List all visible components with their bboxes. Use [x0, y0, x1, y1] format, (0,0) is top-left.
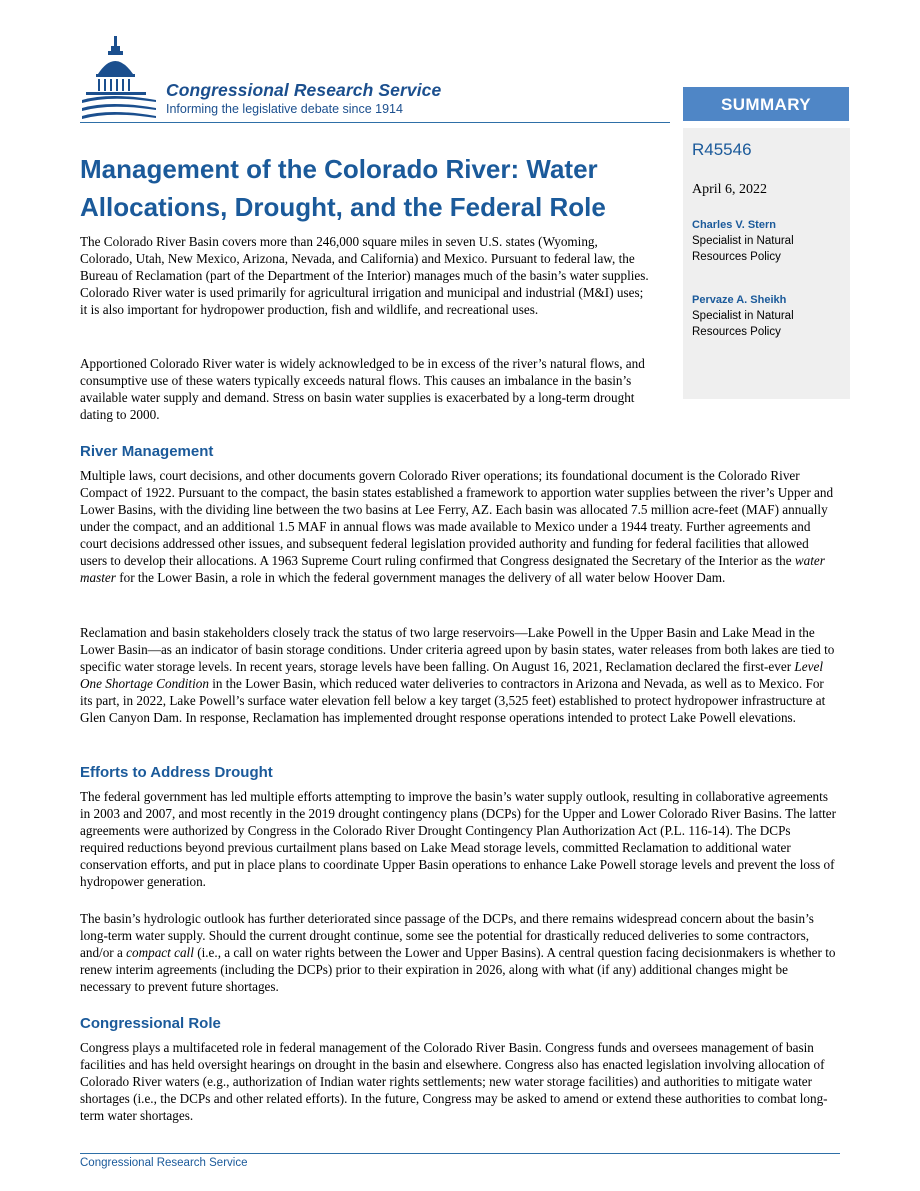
river-management-paragraph: Reclamation and basin stakeholders closely track the status of two large reservoirs—Lake Powell in the Upper Basin and Lake Mead in the Lower Basin—as an indicator of basin storage conditions. Under criteria agreed upon by basin states, water releases from both lakes are tied to specific water storage levels. In recent years, storage levels have been falling. On August 16, 2021, Reclamation declared the first-ever Level One Shortage Condition in the Lower Basin, which reduced water deliveries to contractors in Arizona and Nevada, as well as to Mexico. For its part, in 2022, Lake Powell’s surface water elevation fell below a key target (3,525 feet) established to protect hydropower infrastructure at Glen Canyon Dam. In response, Reclamation has implemented drought response operations intended to protect Lake Powell elevations.: [80, 625, 835, 725]
author-name: Pervaze A. Sheikh: [692, 294, 787, 306]
river-management-paragraph: Multiple laws, court decisions, and other documents govern Colorado River operations; its foundational document is the Colorado River Compact of 1922. Pursuant to the compact, the basin states established a framework to apportion water supplies between the river’s Upper and Lower Basins, with the dividing line between the two basins at Lee Ferry, AZ. Each basin was allocated 7.5 million acre-feet (MAF) annually under the compact, and an additional 1.5 MAF in annual flows was made available to Mexico under a 1944 treaty. Further agreements and court decisions addressed other issues, and subsequent federal legislation provided authority and funding for federal facilities that allowed users to develop their allocations. A 1963 Supreme Court ruling confirmed that Congress designated the Secretary of the Interior as the water master for the Lower Basin, a role in which the federal government manages the delivery of all water below Hoover Dam.: [80, 468, 834, 585]
drought-paragraph: The basin’s hydrologic outlook has further deteriorated since passage of the DCPs, and there remains widespread concern about the basin’s long-term water supply. Should the current drought continue, some see the potential for drastically reduced deliveries to some contractors, and/or a compact call (i.e., a call on water rights between the Lower and Upper Basins). A central question facing decisionmakers is whether to renew interim agreements (including the DCPs) prior to their expiration in 2026, along with what (if any) additional changes might be necessary to prevent future shortages.: [80, 911, 836, 994]
org-name: Congressional Research Service: [166, 80, 442, 100]
section-heading-river-management: River Management: [80, 443, 214, 460]
intro-paragraph: The Colorado River Basin covers more than 246,000 square miles in seven U.S. states (Wyoming, Colorado, Utah, New Mexico, Arizona, Nevada, and California) and Mexico. Pursuant to federal law, the Bureau of Reclamation (part of the Department of the Interior) manages much of the basin’s water supplies. Colorado River water is used primarily for agricultural irrigation and municipal and industrial (M&I) uses; it is also important for hydropower production, fish and wildlife, and recreational uses.: [80, 234, 649, 317]
section-heading-congressional-role: Congressional Role: [80, 1015, 221, 1032]
author-role: Specialist in Natural Resources Policy: [692, 235, 794, 263]
summary-sidebar: [683, 128, 850, 399]
report-number: R45546: [692, 140, 752, 159]
page-title: Management of the Colorado River: Water Allocations, Drought, and the Federal Role: [80, 154, 606, 222]
drought-paragraph: The federal government has led multiple efforts attempting to improve the basin’s water supply outlook, resulting in collaborative agreements in 2003 and 2007, and most recently in the 2019 drought contingency plans (DCPs) for the Upper and Lower Colorado River Basins. The latter agreements were authorized by Congress in the Colorado River Drought Contingency Plan Authorization Act (P.L. 116-14). The DCPs required reductions beyond previous curtailment plans based on Lake Mead storage levels, committed Reclamation to additional water conservation efforts, and put in place plans to coordinate Upper Basin operations to enhance Lake Powell storage levels and prevent the loss of hydropower generation.: [80, 789, 837, 889]
org-tagline: Informing the legislative debate since 1914: [166, 102, 403, 116]
report-date: April 6, 2022: [692, 182, 768, 197]
author-role: Specialist in Natural Resources Policy: [692, 310, 794, 338]
section-heading-drought: Efforts to Address Drought: [80, 764, 273, 781]
summary-header: SUMMARY: [683, 87, 849, 121]
congressional-role-paragraph: Congress plays a multifaceted role in federal management of the Colorado River Basin. Congress funds and oversees management of basin facilities and has held oversight hearings on drought in the basin and elsewhere. Congress also has enacted legislation involving allocation of Colorado River waters (e.g., authorization of Indian water rights settlements; new water storage facilities) and authorities to mitigate water shortages (i.e., the DCPs and other related efforts). In the future, Congress may be asked to amend or extend these authorities to combat long-term water shortages.: [80, 1040, 828, 1123]
header-divider: [80, 122, 670, 123]
author-name: Charles V. Stern: [692, 219, 776, 231]
intro-paragraph: Apportioned Colorado River water is widely acknowledged to be in excess of the river’s natural flows, and consumptive use of these waters typically exceeds natural flows. This causes an imbalance in the basin’s available water supply and demand. Stress on basin water supplies is exacerbated by a long-term drought dating to 2000.: [80, 356, 645, 422]
crs-logo: [80, 34, 680, 124]
capitol-dome-icon: [80, 34, 160, 124]
footer-divider: [80, 1153, 840, 1154]
footer-text: Congressional Research Service: [80, 1157, 248, 1169]
